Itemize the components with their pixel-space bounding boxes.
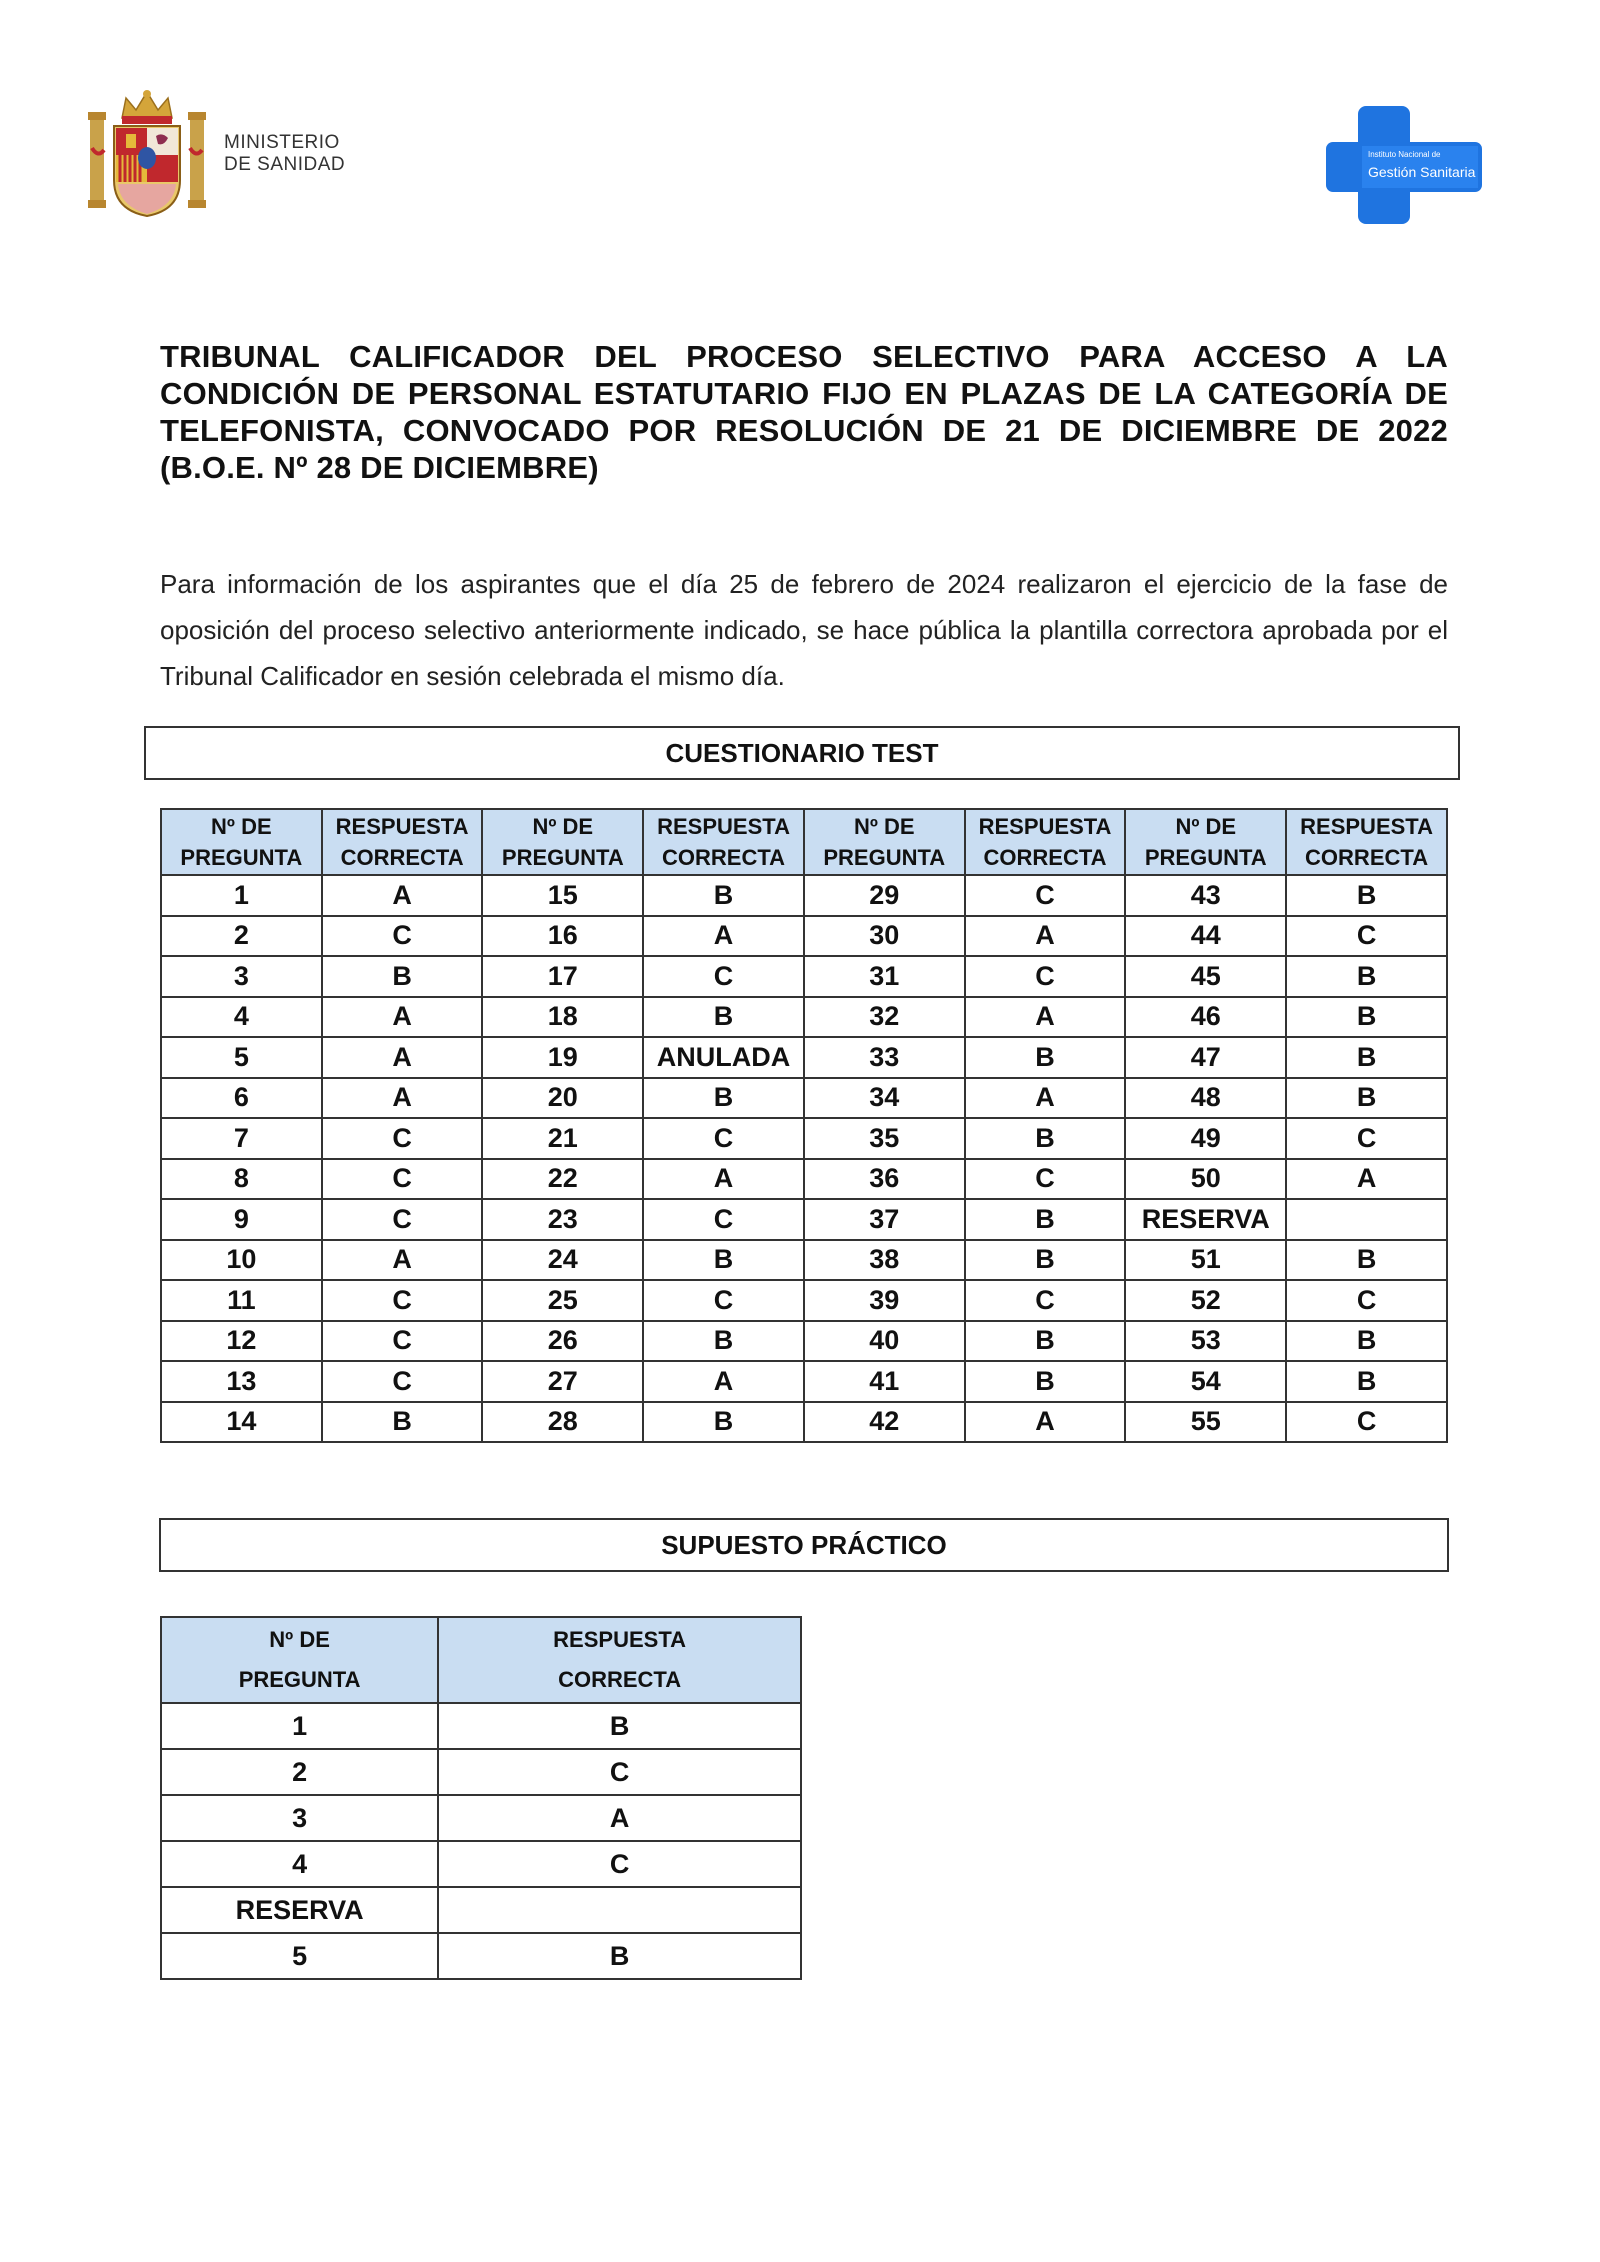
question-number-cell: 1 <box>161 1703 438 1749</box>
question-number-cell: 54 <box>1125 1361 1286 1402</box>
table-row <box>161 1078 1447 1119</box>
question-number-cell: 4 <box>161 997 322 1038</box>
answer-cell: A <box>965 1402 1126 1443</box>
answer-cell: B <box>1286 1361 1447 1402</box>
column-header-question <box>161 1617 438 1703</box>
section-title-practico <box>159 1518 1449 1572</box>
answer-cell: B <box>965 1321 1126 1362</box>
ingesa-small-text: Instituto Nacional de <box>1368 150 1441 159</box>
answer-cell: C <box>1286 1280 1447 1321</box>
question-number-cell: 44 <box>1125 916 1286 957</box>
answer-cell: C <box>322 1361 483 1402</box>
section-title-cuestionario <box>144 726 1460 780</box>
column-header-answer <box>643 809 804 875</box>
answer-cell: A <box>965 916 1126 957</box>
table-row <box>161 1703 801 1749</box>
question-number-cell: 18 <box>482 997 643 1038</box>
answer-cell: B <box>322 1402 483 1443</box>
answer-cell <box>1286 1199 1447 1240</box>
ingesa-big-text: Gestión Sanitaria <box>1368 164 1476 180</box>
question-number-cell: 10 <box>161 1240 322 1281</box>
answer-cell: A <box>643 916 804 957</box>
question-number-cell: 33 <box>804 1037 965 1078</box>
question-number-cell: 5 <box>161 1037 322 1078</box>
answer-cell: B <box>1286 956 1447 997</box>
answer-cell: C <box>1286 1118 1447 1159</box>
question-number-cell: 25 <box>482 1280 643 1321</box>
table-row <box>161 875 1447 916</box>
question-number-cell: 12 <box>161 1321 322 1362</box>
question-number-cell: 16 <box>482 916 643 957</box>
section-title-practico-text: SUPUESTO PRÁCTICO <box>661 1529 947 1560</box>
table-row <box>161 1402 1447 1443</box>
question-number-cell: 13 <box>161 1361 322 1402</box>
answer-cell: B <box>965 1361 1126 1402</box>
column-header-answer <box>438 1617 801 1703</box>
answer-cell: A <box>438 1795 801 1841</box>
question-number-cell: 19 <box>482 1037 643 1078</box>
answer-cell: B <box>438 1703 801 1749</box>
answer-cell: B <box>965 1037 1126 1078</box>
question-number-cell: 32 <box>804 997 965 1038</box>
answer-cell: A <box>322 1078 483 1119</box>
answer-key-table-test <box>160 808 1448 1443</box>
question-number-cell: 55 <box>1125 1402 1286 1443</box>
table-row <box>161 1118 1447 1159</box>
question-number-cell: 50 <box>1125 1159 1286 1200</box>
answer-cell <box>438 1887 801 1933</box>
question-number-cell: 1 <box>161 875 322 916</box>
answer-cell: A <box>322 875 483 916</box>
column-header-answer <box>322 809 483 875</box>
column-header-answer <box>1286 809 1447 875</box>
column-header-line: CORRECTA <box>662 845 786 870</box>
question-number-cell: RESERVA <box>161 1887 438 1933</box>
column-header-line: RESPUESTA <box>657 814 790 839</box>
answer-cell: B <box>1286 1078 1447 1119</box>
question-number-cell: 6 <box>161 1078 322 1119</box>
question-number-cell: 38 <box>804 1240 965 1281</box>
answer-cell: ANULADA <box>643 1037 804 1078</box>
answer-cell: C <box>965 1280 1126 1321</box>
column-header-line: CORRECTA <box>983 845 1107 870</box>
question-number-cell: 40 <box>804 1321 965 1362</box>
answer-cell: B <box>643 997 804 1038</box>
answer-cell: B <box>1286 1037 1447 1078</box>
column-header-line: Nº DE <box>532 814 594 839</box>
answer-cell: B <box>322 956 483 997</box>
column-header-line: RESPUESTA <box>978 814 1112 839</box>
question-number-cell: 34 <box>804 1078 965 1119</box>
table-row <box>161 1749 801 1795</box>
question-number-cell: 22 <box>482 1159 643 1200</box>
question-number-cell: 45 <box>1125 956 1286 997</box>
answer-cell: B <box>1286 1321 1447 1362</box>
column-header-line: RESPUESTA <box>335 814 469 839</box>
answer-cell: A <box>322 997 483 1038</box>
question-number-cell: 52 <box>1125 1280 1286 1321</box>
question-number-cell: 20 <box>482 1078 643 1119</box>
table-row <box>161 1361 1447 1402</box>
column-header-line: Nº DE <box>269 1627 330 1652</box>
question-number-cell: 49 <box>1125 1118 1286 1159</box>
table-row <box>161 956 1447 997</box>
answer-cell: B <box>1286 997 1447 1038</box>
question-number-cell: 36 <box>804 1159 965 1200</box>
table-row <box>161 1887 801 1933</box>
question-number-cell: 31 <box>804 956 965 997</box>
question-number-cell: 46 <box>1125 997 1286 1038</box>
table-row <box>161 1037 1447 1078</box>
ministry-line-1: MINISTERIO <box>224 132 340 153</box>
column-header-line: Nº DE <box>1175 814 1237 839</box>
table-row <box>161 1321 1447 1362</box>
column-header-line: CORRECTA <box>558 1667 682 1692</box>
answer-cell: B <box>643 1321 804 1362</box>
answer-cell: C <box>1286 1402 1447 1443</box>
question-number-cell: 23 <box>482 1199 643 1240</box>
question-number-cell: 26 <box>482 1321 643 1362</box>
question-number-cell: 15 <box>482 875 643 916</box>
table-row <box>161 1159 1447 1200</box>
column-header-line: PREGUNTA <box>823 845 946 870</box>
intro-paragraph: Para información de los aspirantes que el día 25 de febrero de 2024 realizaron el ejercicio de la fase de oposición del proceso selectivo anteriormente indicado, se hace pública la plantilla correctora aprobada por el Tribunal Calificador en sesión celebrada el mismo día. <box>160 569 1448 691</box>
answer-cell: B <box>965 1199 1126 1240</box>
answer-cell: C <box>322 1321 483 1362</box>
table-row <box>161 1795 801 1841</box>
answer-cell: B <box>1286 1240 1447 1281</box>
document-title: TRIBUNAL CALIFICADOR DEL PROCESO SELECTIVO PARA ACCESO A LA CONDICIÓN DE PERSONAL ESTATUTARIO FIJO EN PLAZAS DE LA CATEGORÍA DE TELEFONISTA, CONVOCADO POR RESOLUCIÓN DE 21 DE DICIEMBRE DE 2022 (B.O.E. Nº 28 DE DICIEMBRE) <box>160 339 1448 485</box>
column-header-line: PREGUNTA <box>238 1667 361 1692</box>
question-number-cell: 24 <box>482 1240 643 1281</box>
table-header-row <box>161 809 1447 875</box>
column-header-line: CORRECTA <box>340 845 464 870</box>
answer-cell: C <box>965 1159 1126 1200</box>
question-number-cell: 2 <box>161 1749 438 1795</box>
question-number-cell: 27 <box>482 1361 643 1402</box>
question-number-cell: 41 <box>804 1361 965 1402</box>
column-header-question <box>804 809 965 875</box>
question-number-cell: 28 <box>482 1402 643 1443</box>
question-number-cell: 29 <box>804 875 965 916</box>
column-header-line: RESPUESTA <box>1300 814 1433 839</box>
answer-cell: B <box>438 1933 801 1979</box>
answer-cell: C <box>322 1118 483 1159</box>
question-number-cell: 7 <box>161 1118 322 1159</box>
question-number-cell: 48 <box>1125 1078 1286 1119</box>
answer-cell: C <box>1286 916 1447 957</box>
column-header-line: RESPUESTA <box>553 1627 687 1652</box>
question-number-cell: 9 <box>161 1199 322 1240</box>
question-number-cell: RESERVA <box>1125 1199 1286 1240</box>
ingesa-cross-logo <box>1326 106 1482 224</box>
answer-cell: C <box>643 956 804 997</box>
answer-cell: C <box>322 1199 483 1240</box>
coat-of-arms-icon <box>88 88 206 218</box>
question-number-cell: 8 <box>161 1159 322 1200</box>
column-header-answer <box>965 809 1126 875</box>
column-header-question <box>1125 809 1286 875</box>
table-header-row <box>161 1617 801 1703</box>
answer-key-table-practico <box>160 1616 802 1980</box>
question-number-cell: 21 <box>482 1118 643 1159</box>
answer-cell: C <box>643 1280 804 1321</box>
ministerio-sanidad-logo <box>88 88 368 218</box>
answer-cell: C <box>322 1280 483 1321</box>
answer-cell: C <box>965 875 1126 916</box>
question-number-cell: 11 <box>161 1280 322 1321</box>
answer-cell: C <box>965 956 1126 997</box>
answer-cell: C <box>322 1159 483 1200</box>
column-header-question <box>482 809 643 875</box>
table-row <box>161 1841 801 1887</box>
question-number-cell: 5 <box>161 1933 438 1979</box>
section-title-cuestionario-text: CUESTIONARIO TEST <box>665 737 939 768</box>
column-header-line: CORRECTA <box>1305 845 1429 870</box>
question-number-cell: 51 <box>1125 1240 1286 1281</box>
table-row <box>161 916 1447 957</box>
answer-cell: A <box>322 1240 483 1281</box>
answer-cell: A <box>643 1159 804 1200</box>
question-number-cell: 17 <box>482 956 643 997</box>
question-number-cell: 37 <box>804 1199 965 1240</box>
table-row <box>161 1280 1447 1321</box>
question-number-cell: 14 <box>161 1402 322 1443</box>
column-header-line: PREGUNTA <box>501 845 624 870</box>
answer-cell: A <box>965 1078 1126 1119</box>
answer-cell: A <box>322 1037 483 1078</box>
question-number-cell: 39 <box>804 1280 965 1321</box>
answer-cell: A <box>965 997 1126 1038</box>
column-header-line: Nº DE <box>211 814 272 839</box>
answer-cell: B <box>643 1240 804 1281</box>
question-number-cell: 3 <box>161 956 322 997</box>
ministry-line-2: DE SANIDAD <box>224 154 346 175</box>
column-header-line: PREGUNTA <box>180 845 303 870</box>
question-number-cell: 4 <box>161 1841 438 1887</box>
column-header-line: PREGUNTA <box>1144 845 1267 870</box>
table-row <box>161 997 1447 1038</box>
column-header-question <box>161 809 322 875</box>
question-number-cell: 2 <box>161 916 322 957</box>
answer-cell: A <box>1286 1159 1447 1200</box>
answer-cell: A <box>643 1361 804 1402</box>
answer-cell: B <box>643 1402 804 1443</box>
answer-cell: B <box>1286 875 1447 916</box>
column-header-line: Nº DE <box>853 814 915 839</box>
question-number-cell: 35 <box>804 1118 965 1159</box>
question-number-cell: 30 <box>804 916 965 957</box>
answer-cell: B <box>965 1240 1126 1281</box>
answer-cell: C <box>643 1199 804 1240</box>
ministry-name <box>224 132 345 176</box>
answer-cell: C <box>322 916 483 957</box>
table-row <box>161 1240 1447 1281</box>
table-row <box>161 1199 1447 1240</box>
question-number-cell: 53 <box>1125 1321 1286 1362</box>
answer-cell: B <box>643 875 804 916</box>
table-row <box>161 1933 801 1979</box>
answer-cell: C <box>438 1841 801 1887</box>
ingesa-label-box <box>1362 146 1478 188</box>
question-number-cell: 3 <box>161 1795 438 1841</box>
answer-cell: B <box>965 1118 1126 1159</box>
answer-cell: C <box>438 1749 801 1795</box>
answer-cell: B <box>643 1078 804 1119</box>
question-number-cell: 42 <box>804 1402 965 1443</box>
question-number-cell: 47 <box>1125 1037 1286 1078</box>
question-number-cell: 43 <box>1125 875 1286 916</box>
answer-cell: C <box>643 1118 804 1159</box>
